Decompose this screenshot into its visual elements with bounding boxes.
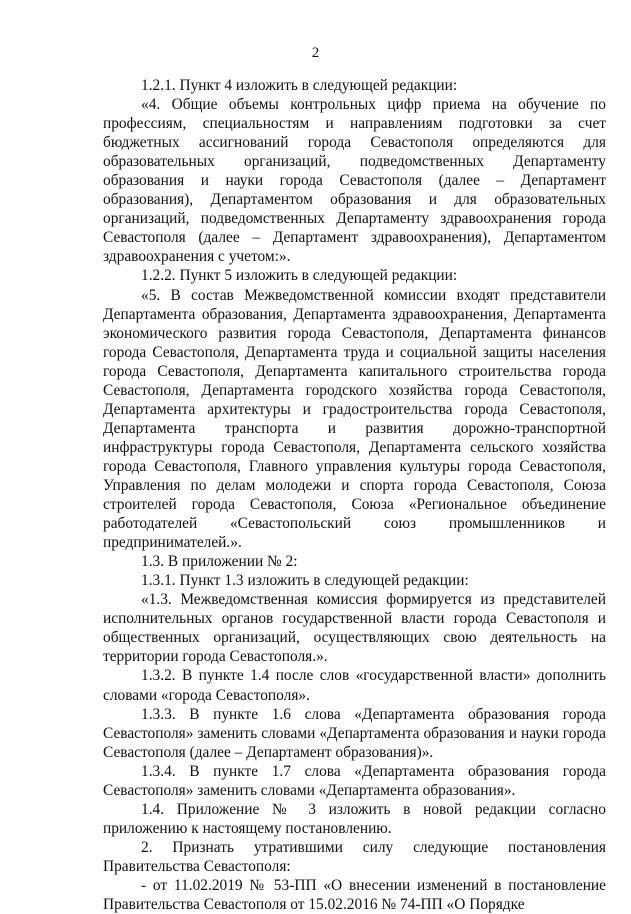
paragraph-1-2-1-heading: 1.2.1. Пункт 4 изложить в следующей редакции: [141, 77, 458, 94]
paragraph-1-2-2-heading: 1.2.2. Пункт 5 изложить в следующей редакции: [141, 267, 458, 285]
paragraph-1-3-4: 1.3.4. В пункте 1.7 слова «Департамента образования города Севастополя» заменить словами «Департамента образования». [103, 762, 606, 799]
document-body [103, 76, 606, 914]
paragraph-1-4: 1.4. Приложение № 3 изложить в новой редакции согласно приложению к настоящему постановлению. [103, 800, 606, 837]
paragraph-clause-5-text: «5. В состав Межведомственной комиссии входят представители Департамента образования, Департамента здравоохранения, Департамента экономического развития города Севастополя, Департамента финансов города Севастополя, Департамента труда и социальной защиты населения города Севастополя, Департамента капитального строительства города Севастополя, Департамента городского хозяйства города Севастополя, Департамента архитектуры и градостроительства города Севастополя, Департамента транспорта и развития дорожно-транспортной инфраструктуры города Севастополя, Департамента сельского хозяйства города Севастополя, Главного управления культуры города Севастополя, Управления по делам молодежи и спорта города Севастополя, Союза строителей города Севастополя, Союза «Региональное объединение работодателей «Севастопольский союз промышленников и предпринимателей.». [103, 286, 606, 552]
paragraph-clause-4-text: «4. Общие объемы контрольных цифр приема на обучение по профессиям, специальностям и направлениям подготовки за счет бюджетных ассигнований города Севастополя определяются для образовательных организаций, подведомственных Департаменту образования и науки города Севастополя (далее – Департамент образования), Департаментом образования и для образовательных организаций, подведомственных Департаменту здравоохранения города Севастополя (далее – Департамент здравоохранения), Департаментом здравоохранения с учетом:». [103, 96, 606, 266]
paragraph-2-item-1: - от 11.02.2019 № 53-ПП «О внесении изменений в постановление Правительства Севастополя от 15.02.2016 № 74-ПП «О Порядке [103, 876, 606, 914]
paragraph-1-3-heading: 1.3. В приложении № 2: [141, 553, 298, 571]
paragraph-clause-1-3-text: «1.3. Межведомственная комиссия формируется из представителей исполнительных органов государственной власти города Севастополя и общественных организаций, осуществляющих свою деятельность на территории города Севастополя.». [103, 591, 606, 666]
paragraph-1-3-1-heading: 1.3.1. Пункт 1.3 изложить в следующей редакции: [141, 572, 469, 590]
page-number: 2 [311, 45, 320, 61]
paragraph-1-3-3: 1.3.3. В пункте 1.6 слова «Департамента образования города Севастополя» заменить словами «Департамента образования и науки города Севастополя (далее – Департамент образования)». [103, 705, 606, 761]
paragraph-1-3-2: 1.3.2. В пункте 1.4 после слов «государственной власти» дополнить словами «города Севастополя». [103, 667, 606, 704]
paragraph-2: 2. Признать утратившими силу следующие постановления Правительства Севастополя: [103, 838, 606, 875]
